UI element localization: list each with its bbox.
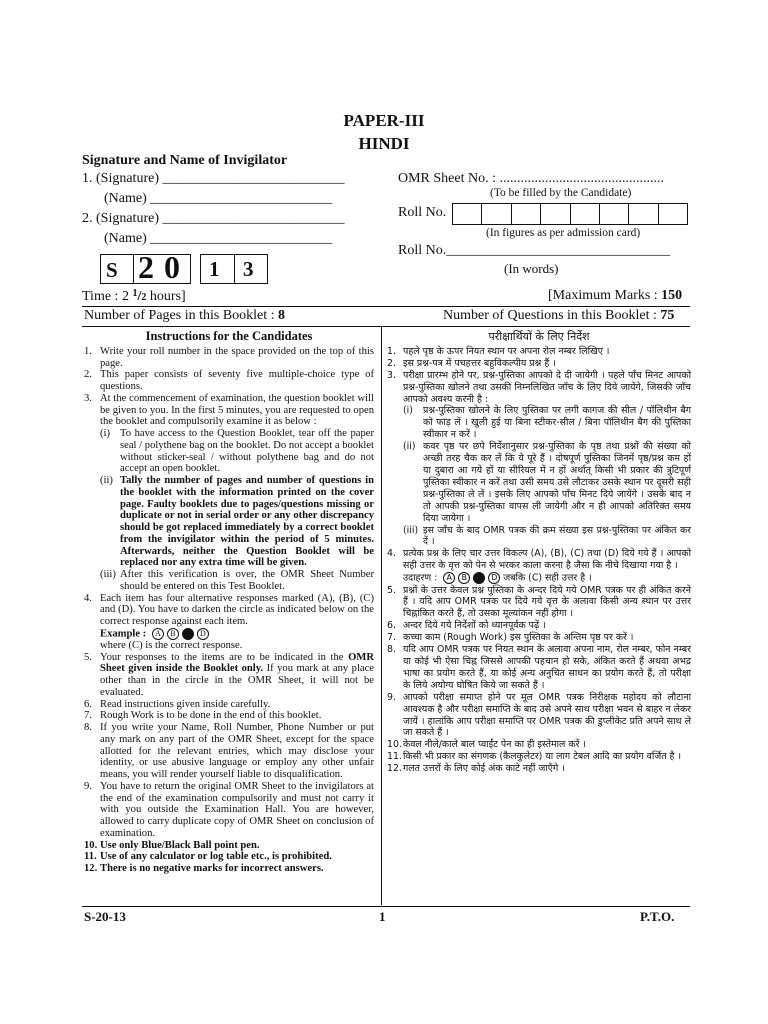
bubble-b: B (458, 572, 470, 584)
en-item-12: 12. There is no negative marks for incorrect answers. (84, 863, 324, 875)
bubble-b: B (167, 628, 179, 640)
hi-item-12: 12. गलत उत्तरों के लिए कोई अंक काटे नहीं जाएँगे । (387, 763, 565, 775)
hi-item-2: 2. इस प्रश्न-पत्र में पचहत्तर बहुविकल्पीय प्रश्न हैं । (387, 357, 556, 369)
omr-sheet-number: OMR Sheet No. : ............................................... (398, 171, 664, 186)
bubble-d: D (197, 628, 209, 640)
en-item-3iii: (iii) After this verification is over, the OMR Sheet Number should be entered on this Test Booklet. (100, 569, 374, 592)
bubble-a: A (443, 572, 455, 584)
en-item-6: 6. Read instructions given inside carefully. (84, 698, 271, 710)
en-item-3: 3. At the commencement of examination, the question booklet will be given to you. In the first 5 minutes, you are requested to open the booklet and compulsorily examine it as below : (84, 392, 374, 428)
questions-count: Number of Questions in this Booklet : 75 (443, 308, 675, 323)
time-allowed: Time : 2 $^1$/2 hours] (82, 288, 186, 304)
paper-title: PAPER-III (343, 111, 425, 130)
en-example-note: where (C) is the correct response. (100, 639, 243, 651)
hi-item-8: 8. यदि आप OMR पत्रक पर नियत स्थान के अलावा अपना नाम, रोल नम्बर, फोन नम्बर या कोई भी ऐसा चिह्न जिससे आपकी पहचान हो सके, अंकित करते हैं अथवा अभद्र भाषा का प्रयोग करते हैं, या कोई अन्य अनुचित साधन का प्रयोग करते हैं, तो परीक्षा के लिये अयोग्य घोषित किये जा सकते हैं । (387, 644, 691, 691)
bubble-c-filled (473, 572, 485, 584)
code-s: S (106, 258, 118, 282)
invigilator-2-name: (Name) __________________________ (104, 231, 333, 246)
en-example: Example : A B D (100, 628, 374, 640)
bubble-d: D (488, 572, 500, 584)
hi-example: उदाहरण : A B D जबकि (C) सही उत्तर है । (403, 572, 592, 584)
hi-item-3: 3. परीक्षा प्रारम्भ होने पर, प्रश्न-पुस्तिका आपको दे दी जायेगी । पहले पाँच मिनट आपको प्रश्न-पुस्तिका खोलने तथा उसकी निम्नलिखित जाँच के लिए दिये जायेंगे, जिसकी जाँच आपको अवश्य करनी है : (387, 369, 691, 405)
words-note: (In words) (504, 261, 559, 276)
code-digit-3: 3 (243, 257, 254, 281)
column-divider (381, 327, 382, 905)
code-big-digits: 2 0 (138, 249, 181, 285)
hi-item-1: 1. पहले पृष्ठ के ऊपर नियत स्थान पर अपना रोल नम्बर लिखिए । (387, 345, 610, 357)
hindi-instructions (387, 331, 691, 775)
subject-title: HINDI (358, 134, 410, 153)
roll-no-words: Roll No.________________________________ (398, 243, 671, 258)
en-item-5: 5. Your responses to the items are to be indicated in the OMR Sheet given inside the Booklet only. If you mark at any place other than in the circle in the OMR Sheet, it will not be evaluated. (84, 651, 374, 698)
hi-item-3iii: (iii) इस जाँच के बाद OMR पत्रक की क्रम संख्या इस प्रश्न-पुस्तिका पर अंकित कर दें । (403, 524, 691, 548)
en-item-10: 10. Use only Blue/Black Ball point pen. (84, 839, 260, 851)
en-item-11: 11. Use of any calculator or log table etc., is prohibited. (84, 851, 332, 863)
max-marks: [Maximum Marks : 150 (548, 288, 683, 303)
bubble-a: A (152, 628, 164, 640)
english-instructions (84, 331, 374, 875)
hi-item-11: 11. किसी भी प्रकार का संगणक (कैलकुलेटर) या लाग टेबल आदि का प्रयोग वर्जित है । (387, 751, 682, 763)
invigilator-1-name: (Name) __________________________ (104, 191, 333, 206)
answer-bubbles-example-hindi (443, 572, 500, 584)
hi-item-3ii: (ii) कवर पृष्ठ पर छपे निर्देशानुसार प्रश्न-पुस्तिका के पृष्ठ तथा प्रश्नों की संख्या को अच्छी तरह चैक कर लें कि ये पूरे हैं । दोषपूर्ण पुस्तिका जिनमें पृष्ठ/प्रश्न कम हों या दुबारा आ गये हों या सीरियल में न हों अर्थात् किसी भी प्रकार की त्रुटिपूर्ण पुस्तिका स्वीकार न करें तथा उसी समय उसे लौटाकर उसके स्थान पर दूसरी सही प्रश्न-पुस्तिका ले लें । इसके लिए आपको पाँच मिनट दिये जायेंगे । उसके बाद न तो आपकी प्रश्न-पुस्तिका वापस ली जायेगी और न ही आपको अतिरिक्त समय दिया जायेगा । (403, 441, 691, 524)
roll-no-label: Roll No. (398, 205, 447, 220)
hi-item-9: 9. आपको परीक्षा समाप्त होने पर मूल OMR पत्रक निरीक्षक महोदय को लौटाना आवश्यक है और परीक्षा समाप्ति के बाद उसे अपने साथ परीक्षा भवन से बाहर न लेकर जायें । हालांकि आप परीक्षा समाप्ति पर OMR पत्रक की डुप्लीकेट प्रति अपने साथ ले जा सकते हैं । (387, 691, 691, 739)
english-heading: Instructions for the Candidates (145, 329, 313, 343)
hi-item-7: 7. कच्चा काम (Rough Work) इस पुस्तिका के अन्तिम पृष्ठ पर करें । (387, 632, 634, 644)
roll-figures-note: (In figures as per admission card) (486, 227, 641, 239)
page-number: 1 (379, 909, 386, 924)
en-item-2: 2. This paper consists of seventy five multiple-choice type of questions. (84, 369, 374, 392)
invigilator-1-signature: 1. (Signature) __________________________ (82, 171, 345, 186)
en-item-7: 7. Rough Work is to be done in the end of this booklet. (84, 710, 322, 722)
invigilator-2-signature: 2. (Signature) __________________________ (82, 211, 345, 226)
hi-item-10: 10. केवल नीले/काले बाल प्वाईंट पेन का ही इस्तेमाल करें । (387, 739, 586, 751)
hi-item-4: 4. प्रत्येक प्रश्न के लिए चार उत्तर विकल्प (A), (B), (C) तथा (D) दिये गये हैं । आपको सही उत्तर के वृत्त को पेन से भरकर काला करना है जैसा कि नीचे दिखाया गया है । (387, 548, 691, 572)
hi-item-5: 5. प्रश्नों के उत्तर केवल प्रश्न पुस्तिका के अन्दर दिये गये OMR पत्रक पर ही अंकित करने हैं । यदि आप OMR पत्रक पर दिये गये वृत्त के अलावा किसी अन्य स्थान पर उत्तर चिह्नांकित करते हैं, तो उसका मूल्यांकन नहीं होगा । (387, 584, 691, 620)
footer-code: S-20-13 (84, 909, 126, 924)
en-item-3ii: (ii) Tally the number of pages and number of questions in the booklet with the information printed on the cover page. Faulty booklets due to pages/questions missing or duplicate or not in serial order or any other discrepancy should be got replaced immediately by a correct booklet from the invigilator within the period of 5 minutes. Afterwards, neither the Question Booklet will be replaced nor any extra time will be given. (100, 475, 374, 569)
en-item-3i: (i) To have access to the Question Booklet, tear off the paper seal / polythene bag on the booklet. Do not accept a booklet without sticker-seal / without polythene bag and do not accept an open booklet. (100, 428, 374, 475)
code-digit-1: 1 (209, 257, 220, 281)
en-item-1: 1. Write your roll number in the space provided on the top of this page. (84, 345, 374, 369)
en-item-8: 8. If you write your Name, Roll Number, Phone Number or put any mark on any part of the OMR Sheet, except for the space allotted for the relevant entries, which may disclose your identity, or use abusive language or employ any other unfair means, you will render yourself liable to disqualification. (84, 722, 374, 781)
roll-number-boxes[interactable] (452, 203, 688, 225)
en-item-9: 9. You have to return the original OMR Sheet to the invigilators at the end of the examination compulsorily and must not carry it with you outside the Examination Hall. You are however, allowed to carry duplicate copy of OMR Sheet on conclusion of examination. (84, 780, 374, 839)
hi-item-3i: (i) प्रश्न-पुस्तिका खोलने के लिए पुस्तिका पर लगी कागज की सील / पॉलिथीन बैग को फाड़ लें । खुली हुई या बिना स्टीकर-सील / बिना पॉलिथीन बैग की पुस्तिका स्वीकार न करें । (403, 405, 691, 441)
omr-fill-note: (To be filled by the Candidate) (490, 187, 632, 199)
hi-item-6: 6. अन्दर दिये गये निर्देशों को ध्यानपूर्वक पढ़ें । (387, 620, 546, 632)
pages-count: Number of Pages in this Booklet : 8 (84, 308, 286, 323)
bubble-c-filled (182, 628, 194, 640)
hindi-heading: परीक्षार्थियों के लिए निर्देश (488, 330, 590, 343)
answer-bubbles-example (152, 628, 209, 640)
en-item-4: 4. Each item has four alternative responses marked (A), (B), (C) and (D). You have to darken the circle as indicated below on the correct response against each item. (84, 592, 374, 627)
invigilator-title: Signature and Name of Invigilator (82, 153, 288, 168)
pto-label: P.T.O. (640, 909, 675, 924)
